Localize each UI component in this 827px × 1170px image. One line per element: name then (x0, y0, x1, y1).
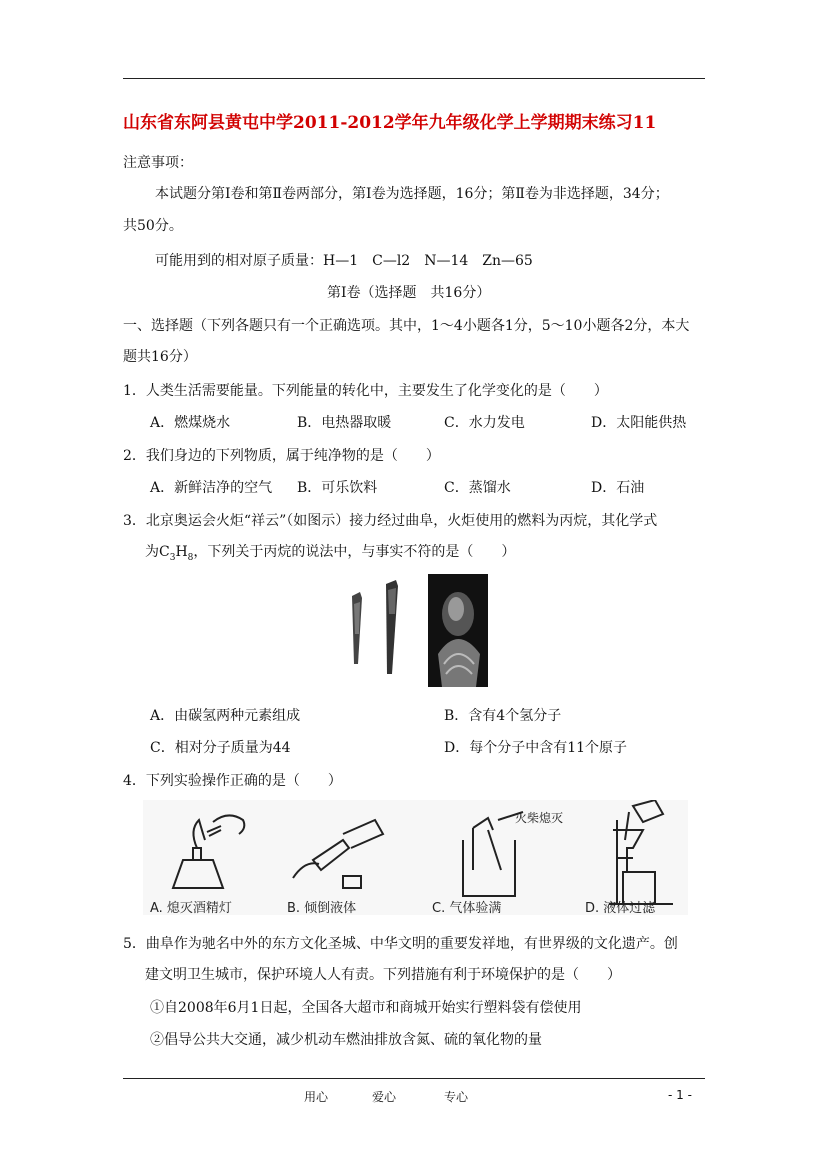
notice-line-1: 本试题分第Ⅰ卷和第Ⅱ卷两部分，第Ⅰ卷为选择题，16分；第Ⅱ卷为非选择题，34分； (155, 186, 669, 202)
question-1-option-d: D．太阳能供热 (591, 415, 687, 431)
formula-sub-2: 8 (187, 552, 194, 563)
question-3-option-d: D．每个分子中含有11个原子 (444, 740, 628, 756)
notice-heading: 注意事项： (123, 155, 193, 171)
header-rule (123, 78, 705, 79)
notice-line-2: 共50分。 (123, 218, 183, 234)
formula-sub-1: 3 (169, 552, 176, 563)
question-1-stem: 1．人类生活需要能量。下列能量的转化中，主要发生了化学变化的是（ ） (123, 383, 608, 399)
section-heading-line-2: 题共16分） (123, 349, 197, 365)
torch-image (340, 574, 488, 687)
question-2-option-a: A．新鲜洁净的空气 (150, 480, 273, 496)
caption-c: C. 气体验满 (432, 901, 502, 916)
stem-suffix: ，下列关于丙烷的说法中，与事实不符的是（ ） (193, 544, 516, 560)
question-2-option-c: C．蒸馏水 (444, 480, 511, 496)
section-heading-line-1: 一、选择题（下列各题只有一个正确选项。其中，1～4小题各1分，5～10小题各2分，本大 (123, 318, 690, 334)
question-3-stem-line-1: 3．北京奥运会火炬“祥云”（如图示）接力经过曲阜，火炬使用的燃料为丙烷，其化学式 (123, 513, 658, 529)
document-title: 山东省东阿县黄屯中学2011-2012学年九年级化学上学期期末练习11 (123, 113, 657, 133)
question-1-option-a: A．燃煤烧水 (150, 415, 231, 431)
torch-figure (340, 574, 488, 687)
question-2-option-d: D．石油 (591, 480, 645, 496)
question-1-option-b: B．电热器取暖 (297, 415, 392, 431)
question-3-option-c: C．相对分子质量为44 (150, 740, 291, 756)
question-3-stem-line-2 (145, 541, 515, 563)
question-5-item-1: ①自2008年6月1日起，全国各大超市和商城开始实行塑料袋有偿使用 (150, 1000, 582, 1016)
caption-a: A. 熄灭酒精灯 (150, 901, 232, 916)
question-4-stem: 4．下列实验操作正确的是（ ） (123, 773, 342, 789)
question-5-item-2: ②倡导公共大交通，减少机动车燃油排放含氮、硫的氧化物的量 (150, 1032, 542, 1048)
part1-heading: 第Ⅰ卷（选择题 共16分） (327, 285, 491, 301)
question-2-option-b: B．可乐饮料 (297, 480, 378, 496)
question-1-option-c: C．水力发电 (444, 415, 525, 431)
footer-motto-3: 专心 (444, 1090, 469, 1104)
question-5-stem-line-2: 建文明卫生城市，保护环境人人有责。下列措施有利于环境保护的是（ ） (145, 967, 621, 983)
question-5-stem-line-1: 5．曲阜作为驰名中外的东方文化圣城、中华文明的重要发祥地，有世界级的文化遗产。创 (123, 936, 678, 952)
page-number: - 1 - (668, 1088, 692, 1102)
atomic-masses: 可能用到的相对原子质量：H—1 C—l2 N—14 Zn—65 (155, 253, 533, 269)
question-2-stem: 2．我们身边的下列物质，属于纯净物的是（ ） (123, 448, 440, 464)
caption-d: D. 液体过滤 (585, 901, 656, 916)
footer-motto-1: 用心 (304, 1090, 329, 1104)
formula-mid: H (175, 544, 188, 560)
footer-motto-2: 爱心 (372, 1090, 397, 1104)
match-label: 火柴熄灭 (515, 811, 564, 825)
question-3-option-b: B．含有4个氢分子 (444, 708, 562, 724)
question-3-option-a: A．由碳氢两种元素组成 (150, 708, 301, 724)
caption-b: B. 倾倒液体 (287, 901, 357, 916)
formula-prefix: 为C (145, 544, 170, 560)
footer-rule (123, 1078, 705, 1079)
